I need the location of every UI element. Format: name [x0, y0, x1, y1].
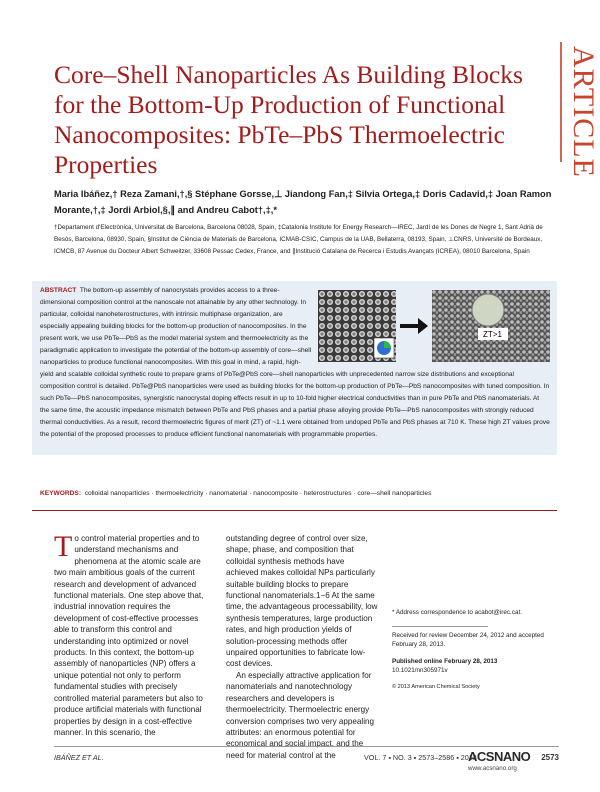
footer-volume: VOL. 7 ▪ NO. 3 ▪ 2573–2586 ▪ 2013: [364, 753, 477, 762]
side-tab-bar: [560, 42, 562, 162]
zt-label: ZT>1: [483, 330, 502, 339]
body-text-3: An especially attractive application for nanomaterials and nanotechnology researchers and developers is thermoelectricity. Thermoelectric energy conversion comprises two very appealing attributes: an enormous potential for economical and social impact, and the need for material control at the: [226, 670, 375, 760]
abstract-text: The bottom-up assembly of nanocrystals provides access to a three-dimensional composition control at the nanoscale not attainable by any other technology. In particular, colloidal nanoheterostructures, with intrinsic multiphase organization, are especially appealing building blocks for the bottom-up production of nanocomposites. In the present work, we use PbTe—PbS as the model material system and thermoelectricity as the paradigmatic application to investigate the potential of the bottom-up assembly of core—shell nanoparticles to produce functional nanocomposites. With this goal in mind, a rapid, high-yield and scalable colloidal synthetic route to prepare grams of PbTe@PbS core—shell nanoparticles with unprecedented narrow size distributions and exceptional composition control is detailed. PbTe@PbS nanoparticles were used as building blocks for the bottom-up production of PbTe—PbS nanocomposites with tuned composition. In such PbTe—PbS nanocomposites, synergistic nanocrystal doping effects result in up to 10-fold higher electrical conductivities than in pure PbTe and PbS nanomaterials. At the same time, the acoustic impedance mismatch between PbTe and PbS phases and a partial phase alloying provide PbTe—PbS nanocomposites with strongly reduced thermal conductivities. As a result, record thermoelectric figures of merit (ZT) of ~1.1 were obtained from undoped PbTe and PbS phases at 710 K. These high ZT values prove the potential of the proposed processes to produce efficient functional nanomaterials with programmable properties.: [40, 287, 550, 438]
keywords-text: colloidal nanoparticles · thermoelectricity · nanomaterial · nanocomposite · heterostructures · core—shell nanoparticles: [84, 490, 432, 497]
page-footer: [54, 746, 559, 772]
article-title: Core–Shell Nanoparticles As Building Blocks for the Bottom-Up Production of Functional Nanocomposites: PbTe–PbS Thermoelectric Properties: [54, 60, 523, 179]
received-note: Received for review December 24, 2012 and accepted February 28, 2013.: [392, 632, 544, 648]
body-column-1: [54, 530, 206, 738]
acs-nano-logo: ACSNANO: [468, 749, 531, 764]
notes-rule: [392, 626, 488, 627]
keywords-label: KEYWORDS:: [40, 490, 82, 497]
doi: 10.1021/nn305971v: [392, 667, 448, 674]
journal-url[interactable]: www.acsnano.org: [468, 765, 517, 772]
article-side-tab: [560, 42, 600, 178]
author-list: Maria Ibáñez,† Reza Zamani,†,§ Stéphane Gorsse,⊥ Jiandong Fan,‡ Silvia Ortega,‡ Doris Cadavid,‡ Joan Ramon Morante,†,‡ Jordi Arbiol,§,∥ and Andreu Cabot†,‡,*: [54, 189, 552, 215]
side-tab-label: ARTICLE: [567, 46, 600, 178]
section-divider: [32, 510, 557, 511]
keywords: [40, 489, 555, 499]
abstract: [40, 285, 550, 441]
affiliations: †Departament d'Electrònica, Universitat de Barcelona, Barcelona 08028, Spain, ‡Catalonia Institute for Energy Research—IREC, Jardí de les Dones de Negre 1, Sant Adrià de Besòs, Barcelona, 08930, Spain, §Institut de Ciència de Materials de Barcelona, ICMAB-CSIC, Campus de la UAB, Bellaterra, 08193, Spain, ⊥CNRS, Université de Bordeaux, ICMCB, 87 Avenue du Docteur Albert Schweitzer, 33608 Pessac Cedex, France, and ∥Institució Catalana de Recerca i Estudis Avançats (ICREA), 08010 Barcelona, Spain: [54, 224, 543, 255]
page-number: 2573: [541, 753, 559, 762]
body-text-1: o control material properties and to understand mechanisms and phenomena at the atomic scale are two main ambitious goals of the current research and development of advanced functional materials. One step above that, industrial innovation requires the development of cost-effective processes able to transform this control and understanding into optimized or novel products. In this context, the bottom-up assembly of nanoparticles (NP) offers a unique potential not only to perform fundamental studies with precisely controlled material parameters but also to produce artificial materials with functional properties by design in a cost-effective manner. In this scenario, the: [54, 534, 204, 737]
abstract-label: ABSTRACT: [40, 287, 77, 294]
body-text-2: outstanding degree of control over size, shape, phase, and composition that colloidal synthesis methods have achieved makes colloidal NPs particularly suitable building blocks to prepare functional nanomaterials.1−6 At the same time, the advantageous processability, low synthesis temperatures, large production rates, and high production yields of solution-processing methods offer unpaired opportunities to fabricate low-cost devices.: [226, 534, 378, 669]
footer-authors: IBÁÑEZ ET AL.: [54, 753, 104, 762]
figure-spacer: [312, 285, 550, 365]
side-notes: [392, 608, 554, 692]
drop-cap: T: [54, 530, 73, 563]
copyright: © 2013 American Chemical Society: [392, 684, 480, 690]
published-note: Published online February 28, 2013: [392, 658, 498, 665]
correspondence-note: * Address correspondence to acabot@irec.cat.: [392, 609, 522, 616]
body-column-2: [226, 533, 378, 761]
